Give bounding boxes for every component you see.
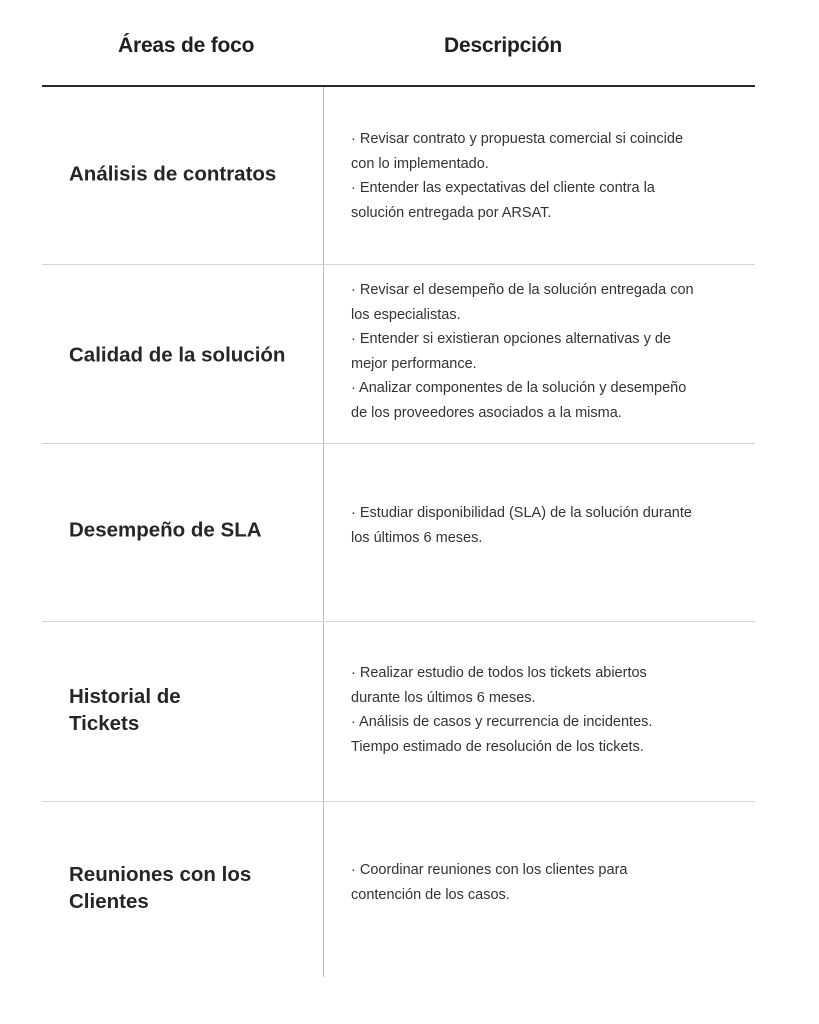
description-line: los últimos 6 meses.	[351, 529, 483, 546]
column-divider	[323, 87, 324, 977]
description-line: · Entender si existieran opciones alternativas y de	[351, 331, 671, 347]
column-header-areas-de-foco: Áreas de foco	[118, 34, 255, 57]
area-label-line: Calidad de la solución	[69, 343, 286, 367]
description-line: de los proveedores asociados a la misma.	[351, 404, 622, 421]
row-divider	[42, 621, 755, 622]
description-line: contención de los casos.	[351, 886, 510, 903]
row-area-analisis-de-contratos	[69, 161, 314, 188]
header-divider	[42, 85, 755, 87]
area-label-line: Desempeño de SLA	[69, 518, 262, 542]
row-area-historial-de-tickets	[69, 683, 314, 737]
description-line: · Revisar el desempeño de la solución entregada con	[351, 282, 694, 298]
description-line: mejor performance.	[351, 355, 477, 372]
description-line: durante los últimos 6 meses.	[351, 689, 536, 706]
row-description	[351, 127, 746, 225]
description-line: · Revisar contrato y propuesta comercial si coincide	[351, 131, 684, 147]
row-description	[351, 661, 746, 759]
row-description	[351, 858, 746, 907]
area-label-line: Clientes	[69, 890, 149, 913]
description-line: solución entregada por ARSAT.	[351, 204, 552, 221]
row-description	[351, 501, 746, 550]
description-line: · Analizar componentes de la solución y desempeño	[351, 380, 687, 396]
row-divider	[42, 801, 755, 802]
row-description	[351, 278, 746, 425]
row-area-desempeno-de-sla	[69, 517, 314, 544]
row-area-reuniones-con-los-clientes	[69, 861, 314, 915]
area-label-line: Reuniones con los	[69, 863, 252, 886]
description-line: Tiempo estimado de resolución de los tickets.	[351, 738, 644, 755]
description-line: los especialistas.	[351, 306, 461, 323]
area-label-line: Análisis de contratos	[69, 162, 277, 186]
row-divider	[42, 264, 755, 265]
column-header-descripcion: Descripción	[444, 34, 563, 57]
description-line: con lo implementado.	[351, 155, 489, 172]
row-divider	[42, 443, 755, 444]
description-line: · Entender las expectativas del cliente contra la	[351, 180, 655, 196]
description-line: · Coordinar reuniones con los clientes para	[351, 862, 628, 878]
description-line: · Estudiar disponibilidad (SLA) de la solución durante	[351, 505, 692, 521]
area-label-line: Historial de	[69, 685, 181, 708]
row-area-calidad-de-la-solucion	[69, 342, 314, 369]
description-line: · Análisis de casos y recurrencia de incidentes.	[351, 714, 653, 730]
description-line: · Realizar estudio de todos los tickets abiertos	[351, 665, 647, 681]
area-label-line: Tickets	[69, 712, 140, 735]
